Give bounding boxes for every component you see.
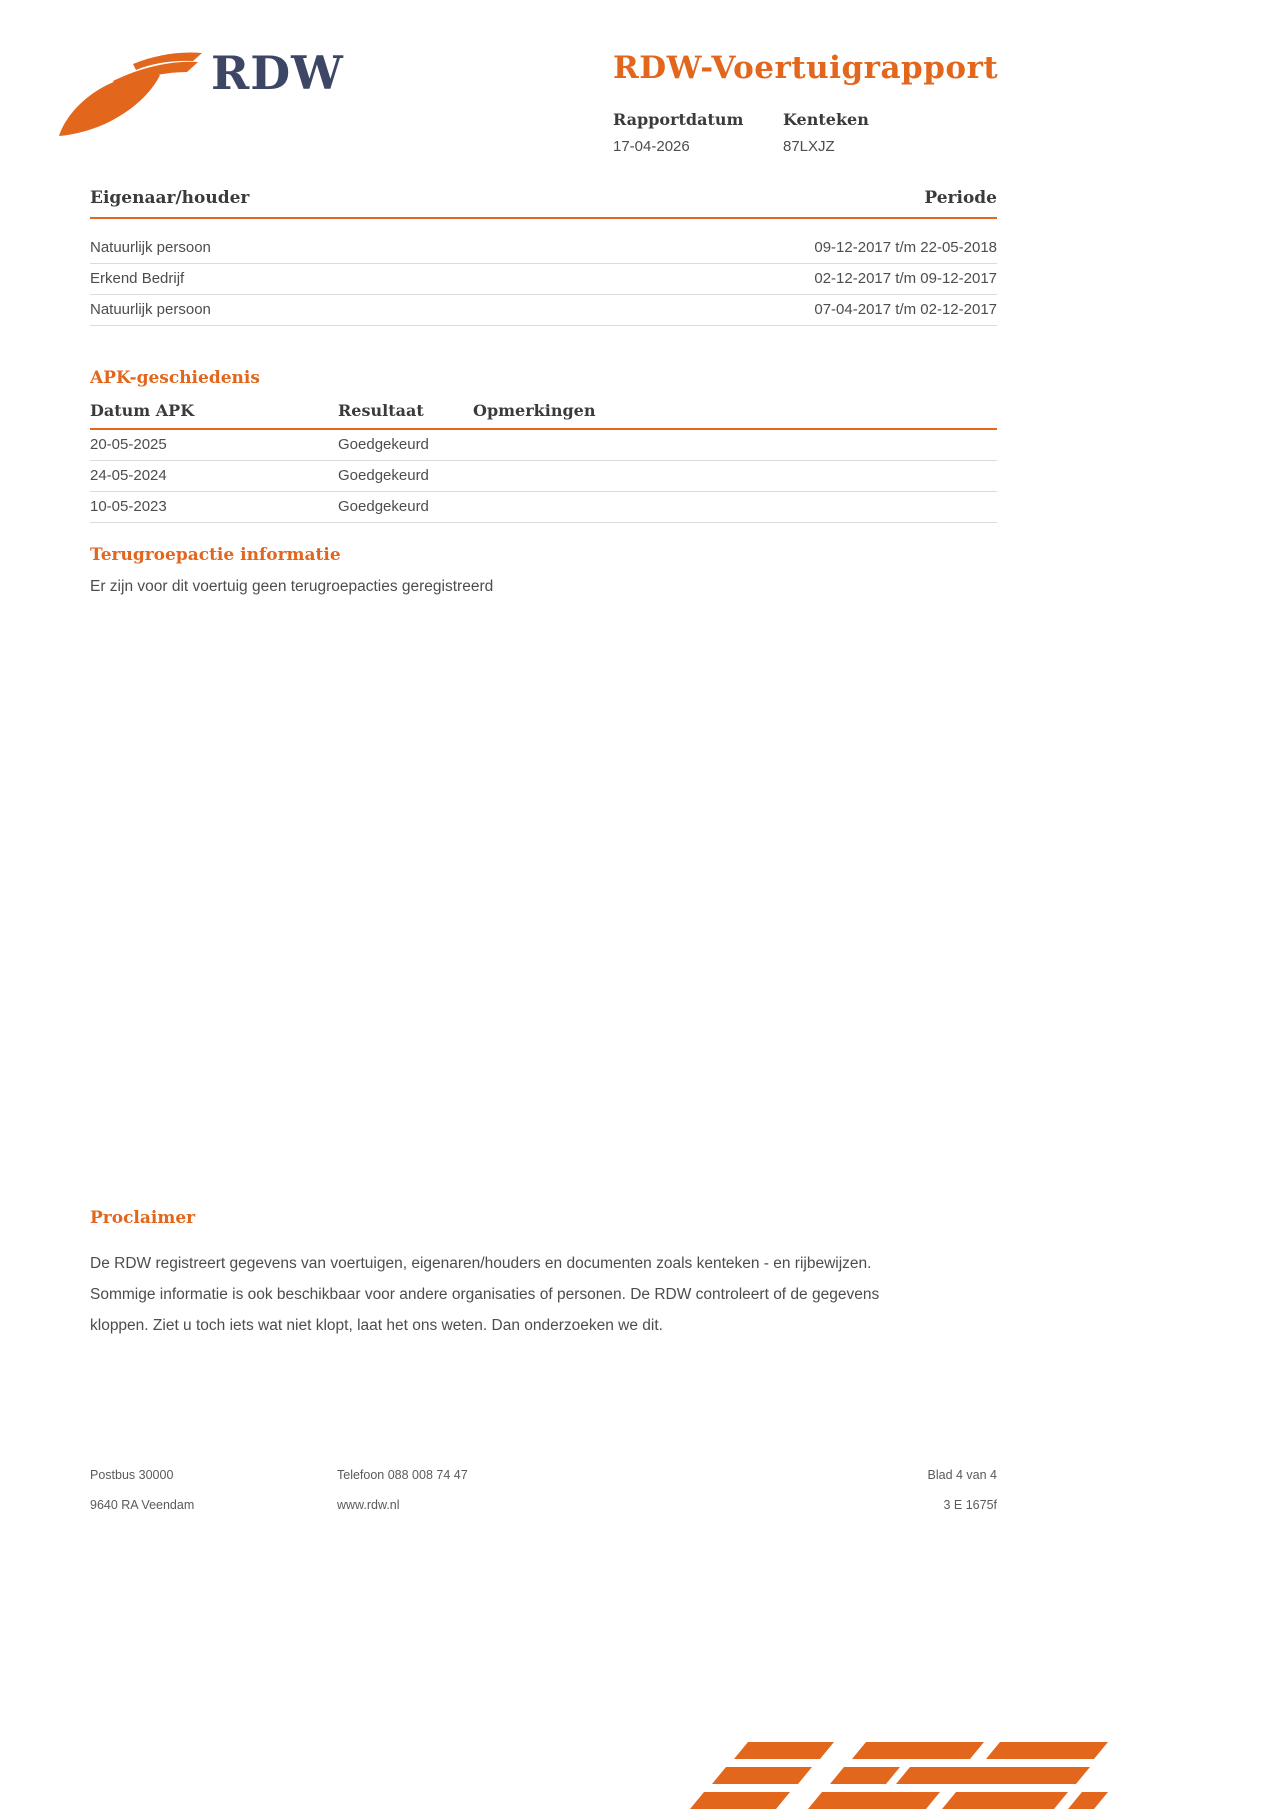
proclaimer-line: De RDW registreert gegevens van voertuigen, eigenaren/houders en documenten zoals kenteken - en rijbewijzen.: [90, 1255, 872, 1272]
proclaimer-line: kloppen. Ziet u toch iets wat niet klopt, laat het ons weten. Dan onderzoeken we dit.: [90, 1317, 663, 1334]
apk-opmerkingen: [473, 467, 997, 484]
report-meta: [613, 110, 1093, 155]
owner-name: Natuurlijk persoon: [90, 301, 211, 318]
footer-postbus: Postbus 30000: [90, 1468, 174, 1482]
apk-resultaat: Goedgekeurd: [338, 467, 429, 484]
owner-section-header: [90, 188, 997, 219]
page-title: RDW-Voertuigrapport: [613, 50, 999, 86]
rdw-stripe-graphic: [656, 1742, 1108, 1810]
rdw-logo-text: RDW: [211, 46, 344, 100]
apk-datum: 10-05-2023: [90, 498, 167, 515]
apk-table-header: [90, 401, 997, 430]
footer-website: www.rdw.nl: [337, 1498, 400, 1512]
apk-col-opmerkingen: Opmerkingen: [473, 401, 596, 420]
proclaimer-line: Sommige informatie is ook beschikbaar voor andere organisaties of personen. De RDW controleert of de gegevens: [90, 1286, 880, 1303]
owner-row: [90, 233, 997, 264]
owner-period: 07-04-2017 t/m 02-12-2017: [814, 301, 997, 318]
apk-resultaat: Goedgekeurd: [338, 498, 429, 515]
owner-rows: [90, 233, 997, 326]
footer-address: [90, 1460, 337, 1520]
report-date-block: [613, 110, 783, 155]
rdw-logo: [55, 46, 344, 142]
recall-section: [90, 545, 997, 596]
recall-heading: Terugroepactie informatie: [90, 545, 341, 565]
report-date-value: 17-04-2026: [613, 138, 690, 155]
table-row: [90, 492, 997, 523]
apk-opmerkingen: [473, 498, 997, 515]
apk-col-resultaat: Resultaat: [338, 401, 424, 420]
table-row: [90, 430, 997, 461]
apk-col-datum: Datum APK: [90, 401, 195, 420]
apk-opmerkingen: [473, 436, 997, 453]
stripe-pattern-icon: [656, 1742, 1108, 1810]
table-row: [90, 461, 997, 492]
owner-row: [90, 295, 997, 326]
footer-city: 9640 RA Veendam: [90, 1498, 195, 1512]
license-plate-label: Kenteken: [783, 110, 869, 129]
license-plate-block: [783, 110, 953, 155]
apk-resultaat: Goedgekeurd: [338, 436, 429, 453]
apk-heading: APK-geschiedenis: [90, 368, 260, 388]
apk-datum: 20-05-2025: [90, 436, 167, 453]
report-title-block: [613, 50, 1093, 155]
apk-datum: 24-05-2024: [90, 467, 167, 484]
owner-name: Natuurlijk persoon: [90, 239, 211, 256]
owner-name: Erkend Bedrijf: [90, 270, 185, 287]
owner-heading: Eigenaar/houder: [90, 188, 250, 208]
period-heading: Periode: [924, 188, 997, 208]
footer-contact: [337, 1460, 928, 1520]
rdw-logo-swoosh-icon: [55, 50, 205, 142]
footer-pageinfo: [928, 1460, 998, 1520]
proclaimer-heading: Proclaimer: [90, 1208, 196, 1228]
proclaimer-body: [90, 1248, 997, 1341]
proclaimer-section: [90, 1208, 997, 1341]
owner-period: 09-12-2017 t/m 22-05-2018: [814, 239, 997, 256]
footer-phone: Telefoon 088 008 74 47: [337, 1468, 468, 1482]
report-date-label: Rapportdatum: [613, 110, 744, 129]
footer-page-number: Blad 4 van 4: [927, 1468, 997, 1482]
recall-body-text: Er zijn voor dit voertuig geen terugroepacties geregistreerd: [90, 578, 494, 595]
owner-row: [90, 264, 997, 295]
footer-doc-code: 3 E 1675f: [943, 1498, 997, 1512]
page-footer: [90, 1460, 997, 1520]
owner-period: 02-12-2017 t/m 09-12-2017: [814, 270, 997, 287]
license-plate-value: 87LXJZ: [783, 138, 835, 155]
owner-section: [90, 188, 997, 326]
apk-section: [90, 368, 997, 523]
